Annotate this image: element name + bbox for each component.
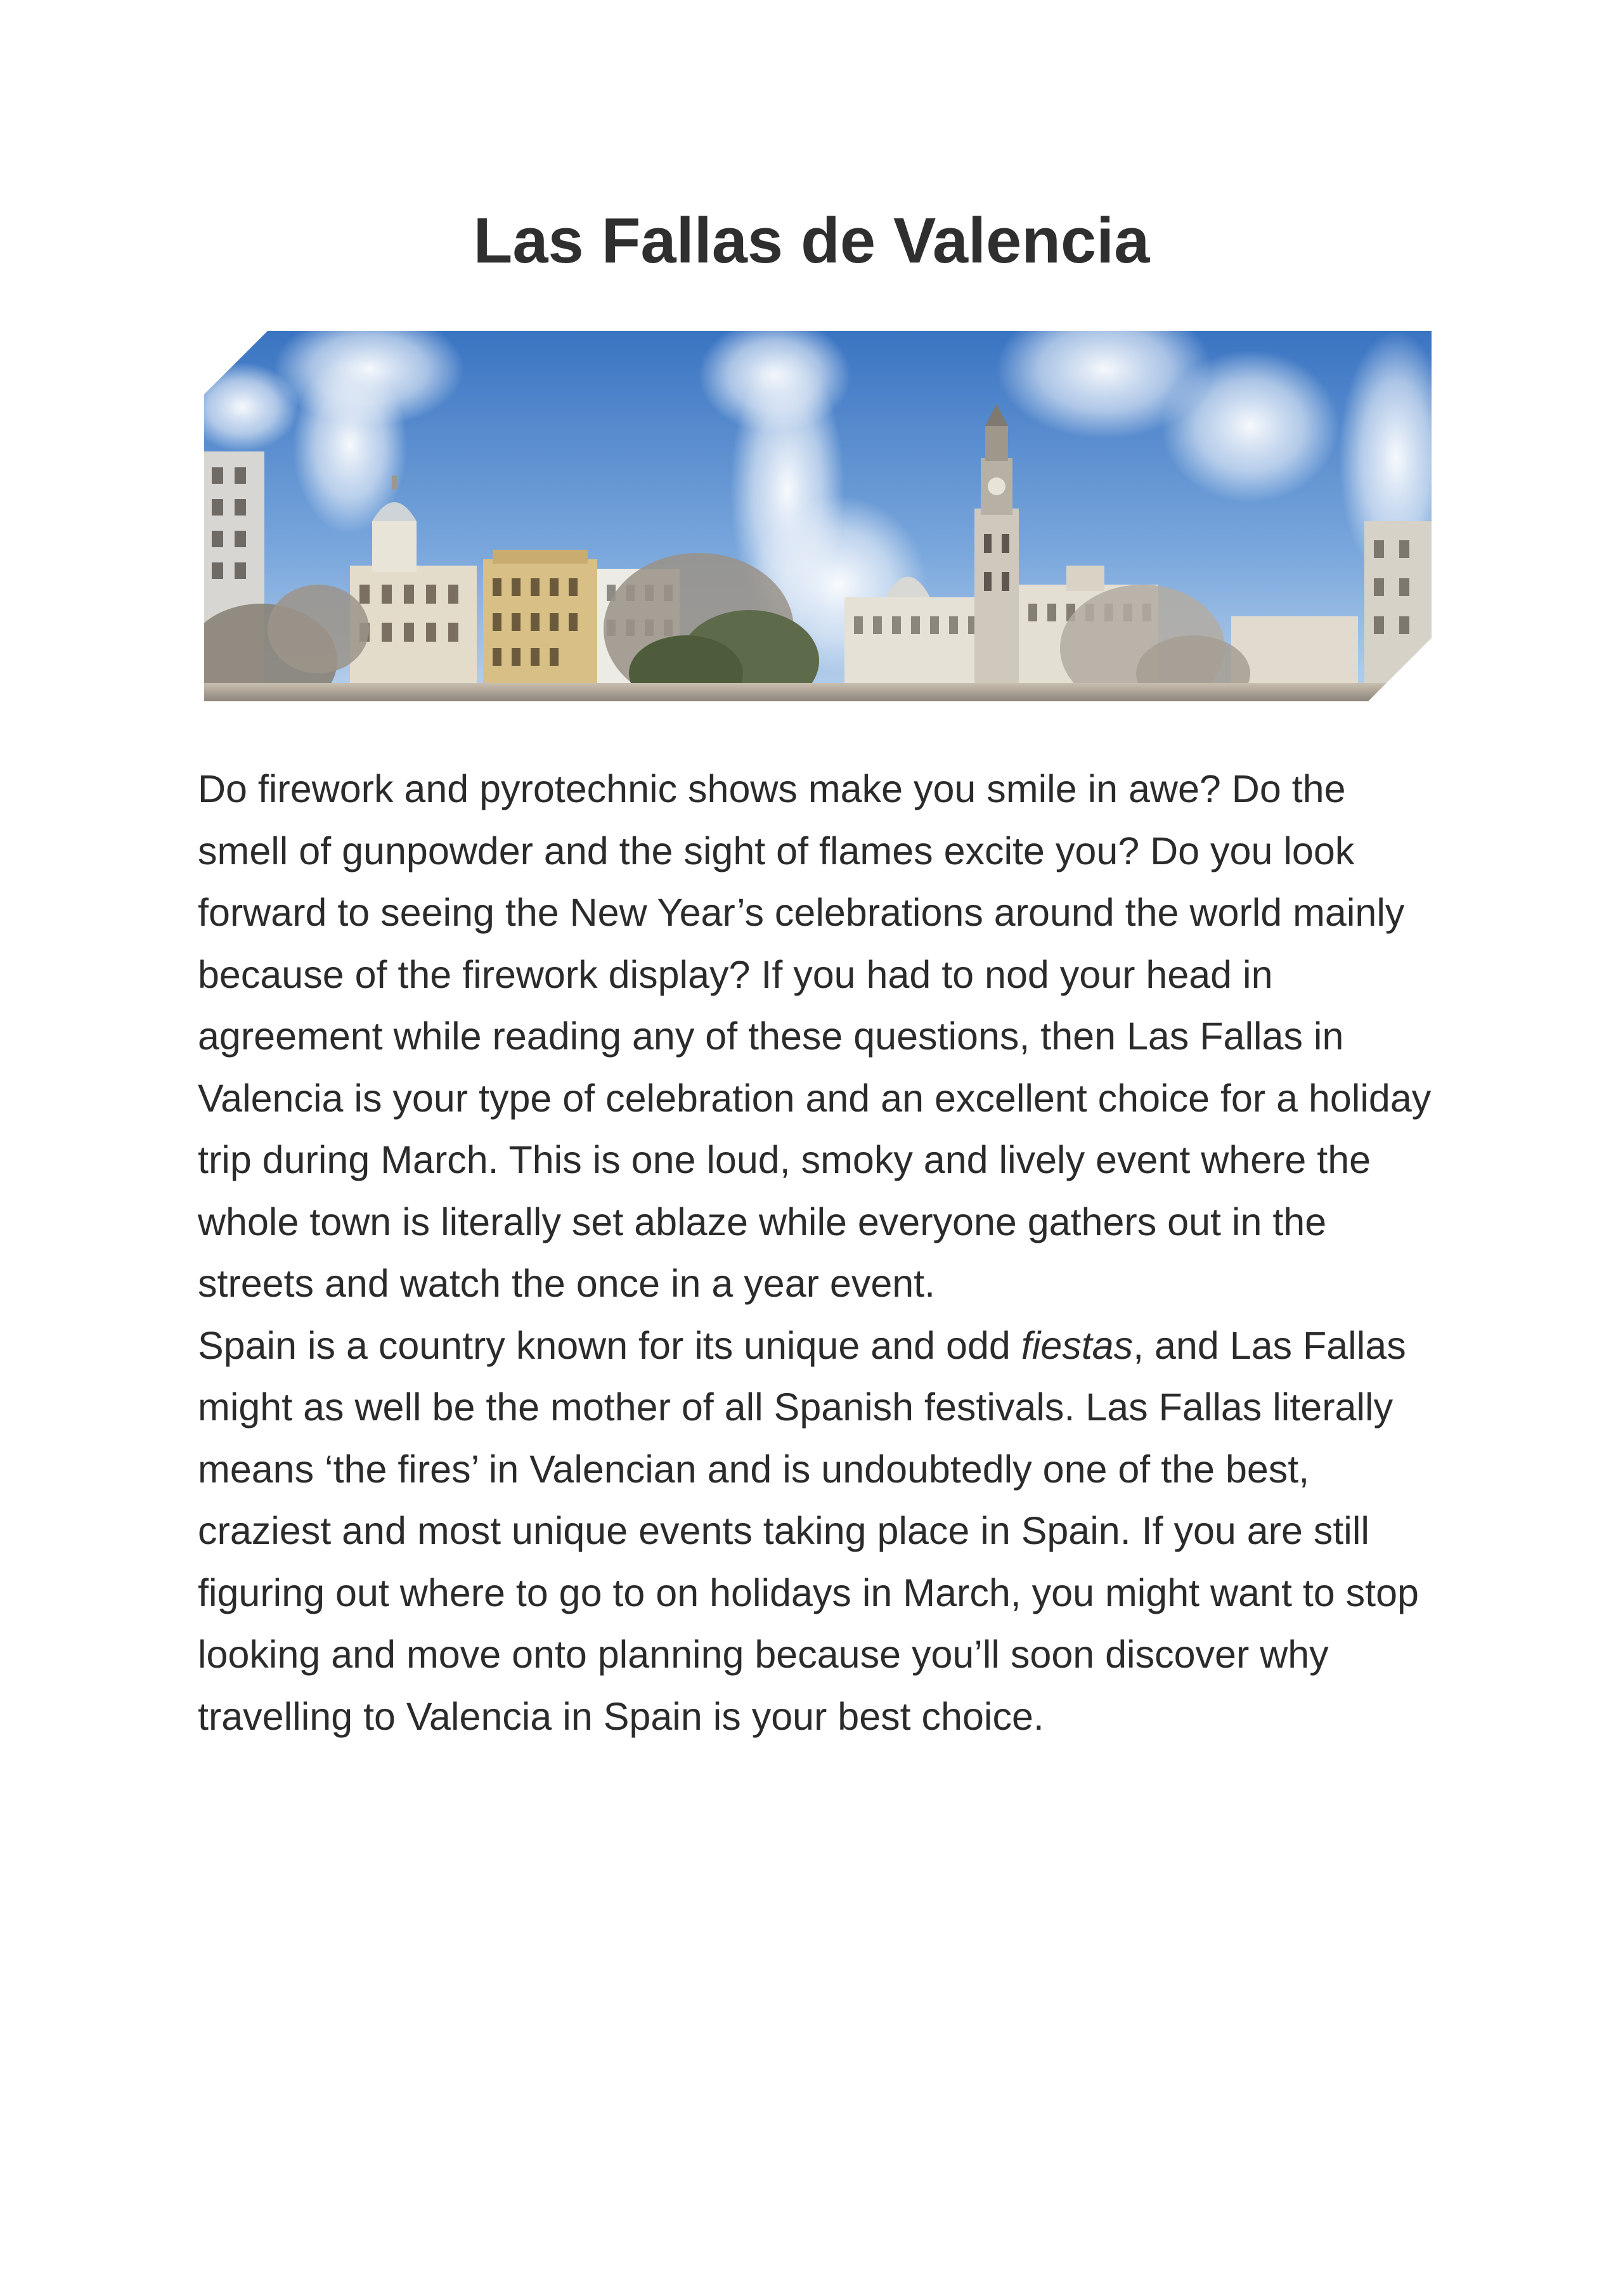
- paragraph-1: Do firework and pyrotechnic shows make you smile in awe? Do the smell of gunpowder and the sight of flames excite you? Do you look forward to seeing the New Year’s celebrations around the world mainly because of the firework display? If you had to nod your head in agreement while reading any of these questions, then Las Fallas in Valencia is your type of celebration and an excellent choice for a holiday trip during March. This is one loud, smoky and lively event where the whole town is literally set ablaze while everyone gathers out in the streets and watch the once in a year event.: [198, 767, 1432, 1305]
- paragraph-2: [198, 1315, 1440, 1748]
- valencia-plaza-illustration: [204, 331, 1432, 701]
- paragraph-2-text-end: , and Las Fallas might as well be the mother of all Spanish festivals. Las Fallas literally means ‘the fires’ in Valencian and is undoubtedly one of the best, craziest and most unique events taking place in Spain. If you are still figuring out where to go to on holidays in March, you might want to stop looking and move onto planning because you’ll soon discover why travelling to Valencia in Spain is your best choice.: [198, 1323, 1419, 1738]
- article-body: [198, 758, 1440, 1748]
- page-title: Las Fallas de Valencia: [473, 205, 1150, 276]
- paragraph-2-text-start: Spain is a country known for its unique and odd: [198, 1323, 1021, 1367]
- italic-term: fiestas: [1021, 1323, 1134, 1367]
- header-photo: [204, 331, 1432, 701]
